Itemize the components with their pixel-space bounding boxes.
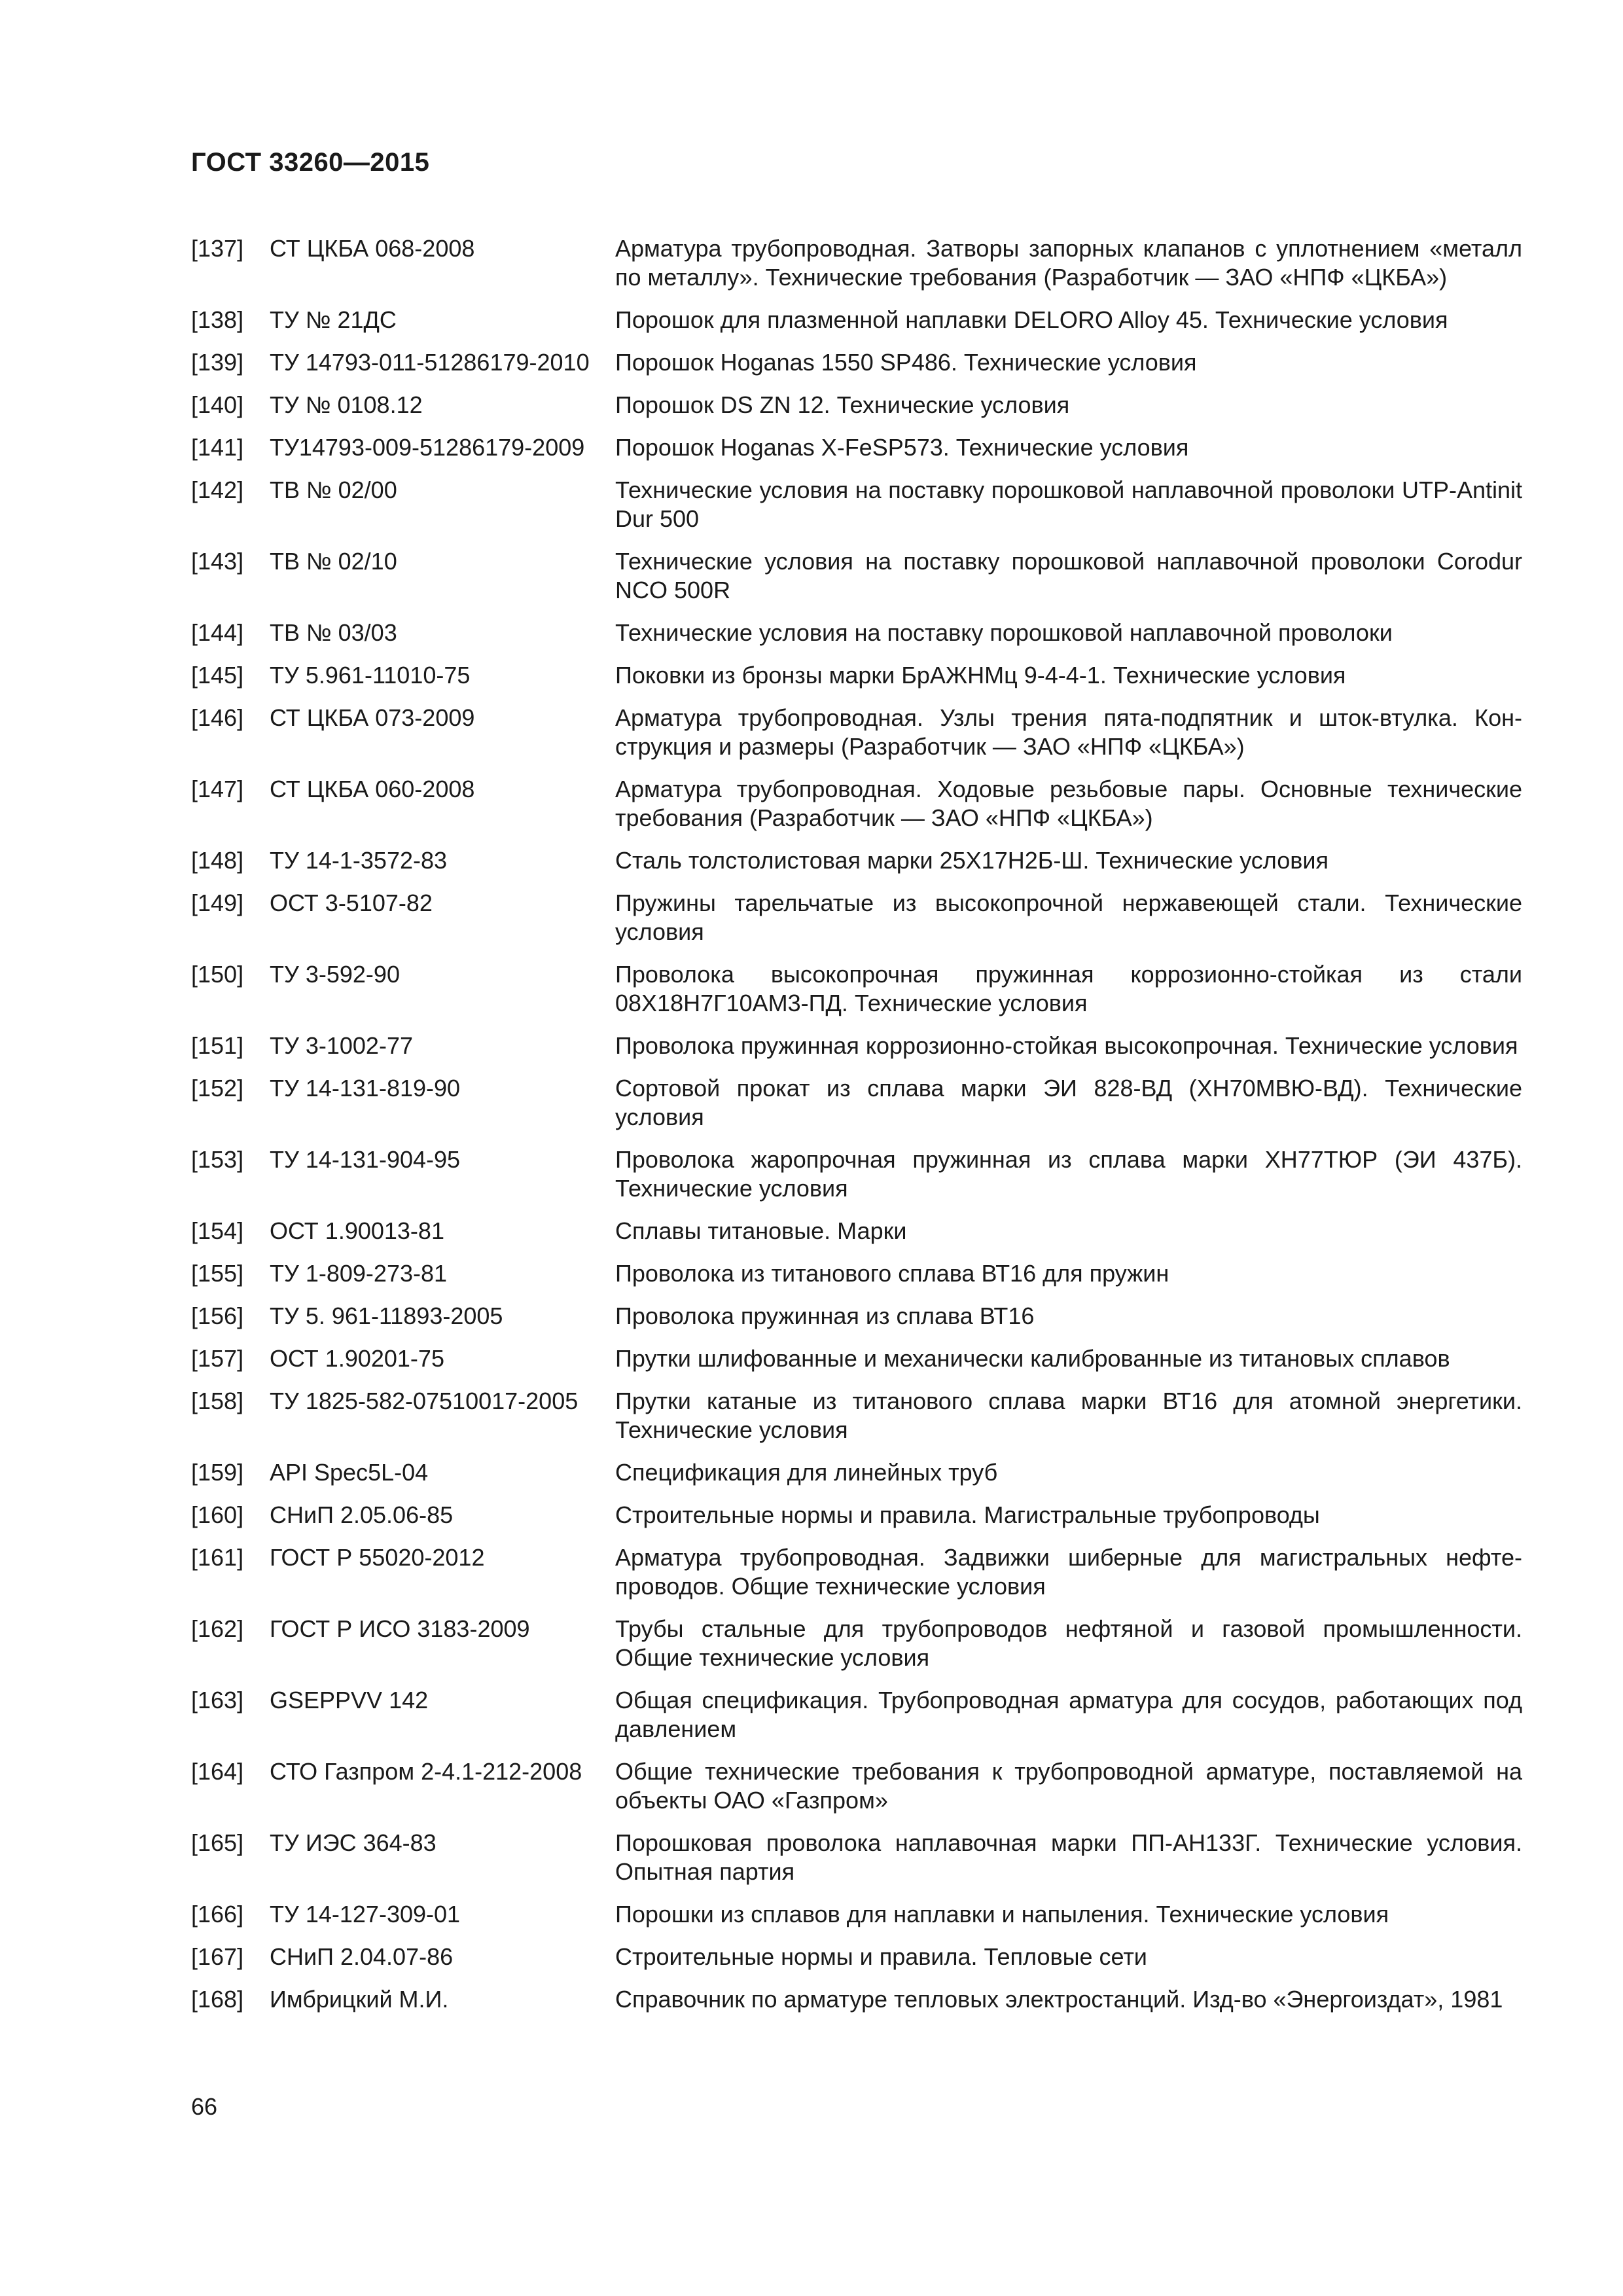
reference-number: [138] [191, 306, 244, 333]
reference-row [191, 1615, 1522, 1672]
reference-title: Проволока из титанового сплава ВТ16 для пружин [615, 1260, 1169, 1287]
reference-row [191, 1943, 1522, 1971]
reference-list [191, 234, 1522, 2028]
reference-number: [155] [191, 1260, 244, 1287]
reference-number: [164] [191, 1758, 244, 1785]
reference-code: ТУ 1825-582-07510017-2005 [270, 1388, 579, 1414]
reference-title: Общие технические требования к трубопроводной арматуре, поставляемой на объекты ОАО «Газпром» [615, 1758, 1522, 1814]
reference-number: [139] [191, 349, 244, 376]
reference-title: Справочник по арматуре тепловых электростанций. Изд-во «Энергоиздат», 1981 [615, 1986, 1503, 2013]
reference-row [191, 1501, 1522, 1530]
reference-number: [166] [191, 1901, 244, 1928]
reference-title: Арматура трубопроводная. Задвижки шиберные для магистральных нефтепроводов. Общие технические условия [615, 1544, 1522, 1600]
reference-row [191, 704, 1522, 761]
reference-code: ТУ 3-1002-77 [270, 1032, 413, 1059]
reference-row [191, 348, 1522, 377]
reference-row [191, 1217, 1522, 1246]
reference-row [191, 1900, 1522, 1929]
reference-row [191, 619, 1522, 647]
reference-row [191, 476, 1522, 533]
reference-number: [148] [191, 847, 244, 874]
reference-title: Порошок Hoganas X-FeSP573. Технические условия [615, 434, 1189, 461]
reference-row [191, 1686, 1522, 1744]
reference-number: [165] [191, 1829, 244, 1856]
reference-title: Порошки из сплавов для наплавки и напыления. Технические условия [615, 1901, 1389, 1928]
reference-row [191, 1458, 1522, 1487]
reference-title: Порошок DS ZN 12. Технические условия [615, 391, 1070, 418]
reference-title: Сортовой прокат из сплава марки ЭИ 828-ВД (ХН70МВЮ-ВД). Технические условия [615, 1075, 1522, 1130]
reference-code: СТ ЦКБА 073-2009 [270, 704, 475, 731]
reference-code: ТУ 14793-011-51286179-2010 [270, 349, 590, 376]
reference-title: Арматура трубопроводная. Ходовые резьбовые пары. Основные технические требования (Разработчик — ЗАО «НПФ «ЦКБА») [615, 776, 1522, 831]
reference-row [191, 1543, 1522, 1601]
reference-row [191, 1757, 1522, 1815]
reference-title: Строительные нормы и правила. Магистральные трубопроводы [615, 1501, 1320, 1528]
reference-number: [151] [191, 1032, 244, 1059]
reference-title: Общая спецификация. Трубопроводная арматура для сосудов, работающих под давлением [615, 1687, 1522, 1742]
reference-code: ГОСТ Р 55020-2012 [270, 1544, 485, 1571]
reference-number: [161] [191, 1544, 244, 1571]
reference-row [191, 433, 1522, 462]
reference-title: Прутки катаные из титанового сплава марки ВТ16 для атомной энергетики. Технические условия [615, 1388, 1522, 1443]
reference-row [191, 1985, 1522, 2014]
document-header: ГОСТ 33260—2015 [191, 148, 430, 177]
reference-number: [162] [191, 1615, 244, 1642]
reference-number: [137] [191, 235, 244, 262]
reference-title: Порошок Hoganas 1550 SP486. Технические условия [615, 349, 1197, 376]
reference-number: [140] [191, 391, 244, 418]
reference-code: СНиП 2.04.07-86 [270, 1943, 454, 1970]
reference-title: Арматура трубопроводная. Затворы запорных клапанов с уплотнением «металл по металлу». Технические требования (Разработчик — ЗАО «НПФ «ЦКБА») [615, 235, 1522, 291]
reference-number: [147] [191, 776, 244, 802]
reference-row [191, 1387, 1522, 1444]
reference-number: [159] [191, 1459, 244, 1486]
reference-row [191, 234, 1522, 292]
reference-number: [144] [191, 619, 244, 646]
reference-number: [142] [191, 476, 244, 503]
reference-title: Спецификация для линейных труб [615, 1459, 998, 1486]
reference-code: СТО Газпром 2-4.1-212-2008 [270, 1758, 582, 1785]
reference-row [191, 775, 1522, 833]
reference-code: ТУ 14-1-3572-83 [270, 847, 448, 874]
reference-code: GSEPPVV 142 [270, 1687, 429, 1713]
reference-code: ТУ 5. 961-11893-2005 [270, 1302, 503, 1329]
reference-row [191, 391, 1522, 420]
reference-code: ТУ 3-592-90 [270, 961, 400, 988]
reference-code: ОСТ 1.90201-75 [270, 1345, 444, 1372]
reference-title: Пружины тарельчатые из высокопрочной нержавеющей стали. Технические условия [615, 889, 1522, 945]
reference-number: [167] [191, 1943, 244, 1970]
reference-code: ГОСТ Р ИСО 3183-2009 [270, 1615, 530, 1642]
reference-code: ТУ 14-127-309-01 [270, 1901, 461, 1928]
reference-row [191, 1829, 1522, 1886]
reference-code: ТВ № 02/00 [270, 476, 397, 503]
reference-row [191, 1145, 1522, 1203]
reference-number: [154] [191, 1217, 244, 1244]
reference-code: ТУ14793-009-51286179-2009 [270, 434, 585, 461]
reference-code: ТВ № 02/10 [270, 548, 397, 575]
reference-title: Порошковая проволока наплавочная марки ПП-АН133Г. Технические условия. Опытная партия [615, 1829, 1522, 1885]
reference-code: ТУ 1-809-273-81 [270, 1260, 448, 1287]
reference-number: [146] [191, 704, 244, 731]
reference-row [191, 960, 1522, 1018]
reference-number: [145] [191, 662, 244, 689]
reference-number: [153] [191, 1146, 244, 1173]
reference-number: [160] [191, 1501, 244, 1528]
reference-code: ТУ ИЭС 364-83 [270, 1829, 437, 1856]
reference-title: Прутки шлифованные и механически калиброванные из титановых сплавов [615, 1345, 1450, 1372]
reference-code: ТВ № 03/03 [270, 619, 397, 646]
reference-row [191, 846, 1522, 875]
reference-code: ТУ 14-131-819-90 [270, 1075, 461, 1102]
reference-title: Проволока пружинная из сплава ВТ16 [615, 1302, 1035, 1329]
reference-number: [163] [191, 1687, 244, 1713]
reference-title: Технические условия на поставку порошковой наплавочной проволоки UTP-Antinit Dur 500 [615, 476, 1522, 532]
reference-number: [156] [191, 1302, 244, 1329]
reference-number: [150] [191, 961, 244, 988]
reference-title: Порошок для плазменной наплавки DELORO Alloy 45. Технические условия [615, 306, 1448, 333]
reference-row [191, 1031, 1522, 1060]
reference-row [191, 1074, 1522, 1132]
reference-row [191, 547, 1522, 605]
reference-number: [168] [191, 1986, 244, 2013]
reference-number: [152] [191, 1075, 244, 1102]
reference-number: [143] [191, 548, 244, 575]
reference-code: ТУ № 21ДС [270, 306, 397, 333]
reference-number: [141] [191, 434, 244, 461]
reference-title: Строительные нормы и правила. Тепловые сети [615, 1943, 1147, 1970]
reference-title: Трубы стальные для трубопроводов нефтяной и газовой промышленности. Общие технические условия [615, 1615, 1522, 1671]
reference-number: [157] [191, 1345, 244, 1372]
reference-code: СНиП 2.05.06-85 [270, 1501, 454, 1528]
reference-code: ОСТ 1.90013-81 [270, 1217, 444, 1244]
reference-row [191, 1259, 1522, 1288]
reference-row [191, 1302, 1522, 1331]
reference-number: [158] [191, 1388, 244, 1414]
reference-code: Имбрицкий М.И. [270, 1986, 449, 2013]
reference-title: Проволока пружинная коррозионно-стойкая высокопрочная. Технические условия [615, 1032, 1518, 1059]
reference-title: Поковки из бронзы марки БрАЖНМц 9-4-4-1. Технические условия [615, 662, 1346, 689]
reference-code: ТУ № 0108.12 [270, 391, 423, 418]
reference-code: СТ ЦКБА 060-2008 [270, 776, 475, 802]
reference-title: Технические условия на поставку порошковой наплавочной проволоки [615, 619, 1393, 646]
reference-title: Технические условия на поставку порошковой наплавочной проволоки Corodur NCO 500R [615, 548, 1522, 603]
reference-row [191, 889, 1522, 946]
reference-code: СТ ЦКБА 068-2008 [270, 235, 475, 262]
reference-title: Арматура трубопроводная. Узлы трения пята-подпятник и шток-втулка. Конструкция и размеры (Разработчик — ЗАО «НПФ «ЦКБА») [615, 704, 1522, 760]
reference-number: [149] [191, 889, 244, 916]
reference-title: Сталь толстолистовая марки 25Х17Н2Б-Ш. Технические условия [615, 847, 1329, 874]
page-number: 66 [191, 2093, 218, 2120]
reference-code: ОСТ 3-5107-82 [270, 889, 433, 916]
reference-title: Проволока высокопрочная пружинная коррозионно-стойкая из стали 08Х18Н7Г10АМ3-ПД. Технические условия [615, 961, 1522, 1016]
reference-title: Сплавы титановые. Марки [615, 1217, 907, 1244]
reference-row [191, 661, 1522, 690]
reference-code: ТУ 14-131-904-95 [270, 1146, 461, 1173]
reference-code: ТУ 5.961-11010-75 [270, 662, 471, 689]
reference-row [191, 1344, 1522, 1373]
reference-title: Проволока жаропрочная пружинная из сплава марки ХН77ТЮР (ЭИ 437Б). Технические условия [615, 1146, 1522, 1202]
reference-code: API Spec5L-04 [270, 1459, 429, 1486]
reference-row [191, 306, 1522, 334]
